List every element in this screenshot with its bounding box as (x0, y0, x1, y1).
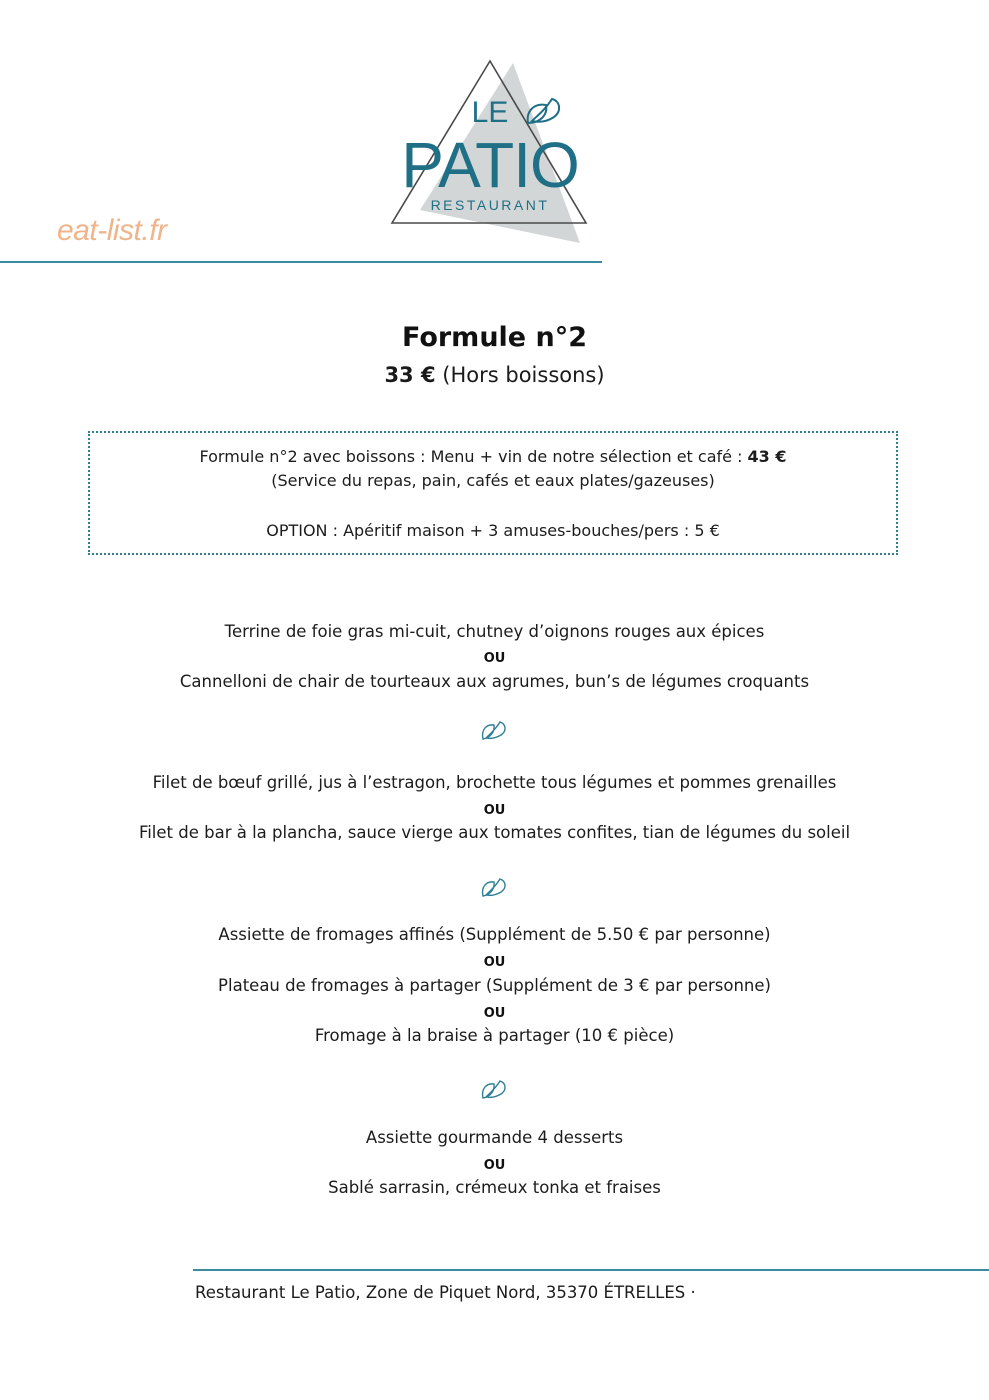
course-3-item-2: Plateau de fromages à partager (Supplément de 3 € par personne) (218, 976, 771, 995)
leaf-icon (480, 719, 508, 741)
drinks-option-box (88, 431, 898, 555)
watermark: eat-list.fr (57, 214, 167, 247)
course-1-item-2: Cannelloni de chair de tourteaux aux agrumes, bun’s de légumes croquants (179, 672, 810, 691)
or-separator: OU (483, 803, 506, 818)
restaurant-logo (380, 55, 610, 250)
course-3-item-1: Assiette de fromages affinés (Supplément de 5.50 € par personne) (218, 925, 771, 944)
or-separator: OU (483, 651, 506, 666)
box-line-service: (Service du repas, pain, cafés et eaux plates/gazeuses) (271, 471, 715, 490)
top-divider-rule (0, 261, 602, 263)
course-1-item-1: Terrine de foie gras mi-cuit, chutney d’oignons rouges aux épices (224, 622, 765, 641)
logo-main-text: PATIO (401, 129, 579, 201)
bottom-divider-rule (193, 1269, 989, 1271)
or-separator: OU (483, 1006, 506, 1021)
logo-top-text: LE (471, 96, 509, 129)
course-2-item-2: Filet de bar à la plancha, sauce vierge aux tomates confites, tian de légumes du soleil (138, 823, 851, 842)
or-separator: OU (483, 1158, 506, 1173)
footer-address: Restaurant Le Patio, Zone de Piquet Nord, 35370 ÉTRELLES · (195, 1283, 696, 1302)
course-4-item-1: Assiette gourmande 4 desserts (365, 1128, 624, 1147)
leaf-icon (480, 876, 508, 898)
or-separator: OU (483, 955, 506, 970)
formula-title: Formule n°2 (401, 322, 588, 353)
box-line-option: OPTION : Apéritif maison + 3 amuses-bouches/pers : 5 € (266, 521, 720, 540)
course-2-item-1: Filet de bœuf grillé, jus à l’estragon, brochette tous légumes et pommes grenailles (152, 773, 837, 792)
formula-price-line (0, 363, 989, 387)
logo-sub-text: RESTAURANT (430, 197, 550, 213)
course-3-item-3: Fromage à la braise à partager (10 € pièce) (314, 1026, 675, 1045)
logo-leaf-icon (528, 99, 559, 123)
box-line-drinks (90, 447, 896, 466)
formula-price: 33 € (384, 363, 436, 387)
course-4-item-2: Sablé sarrasin, crémeux tonka et fraises (328, 1178, 661, 1197)
box-line-drinks-text: Formule n°2 avec boissons : Menu + vin de notre sélection et café : (199, 447, 748, 466)
leaf-icon (480, 1078, 508, 1100)
formula-price-note: (Hors boissons) (442, 363, 605, 387)
box-line-drinks-price: 43 € (747, 447, 787, 466)
